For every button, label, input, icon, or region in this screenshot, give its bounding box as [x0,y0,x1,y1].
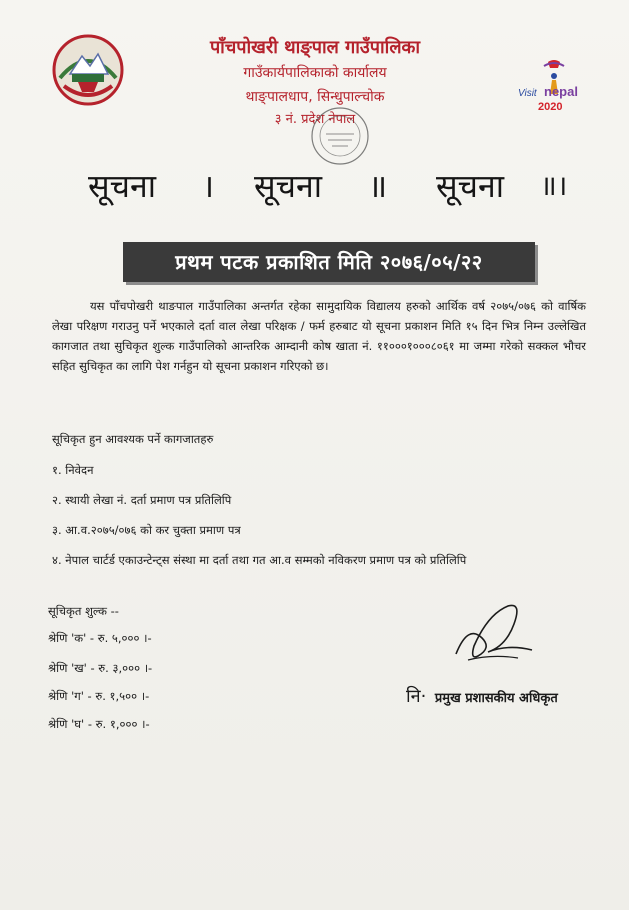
publication-date-banner: प्रथम पटक प्रकाशित मिति २०७६/०५/२२ [123,242,535,282]
notice-word-1: सूचना [88,167,157,205]
fee-item: श्रेणि 'क' - रु. ५,००० ।- [48,631,152,645]
notice-word-2: सूचना [254,167,323,205]
fee-item: श्रेणि 'ग' - रु. १,५०० ।- [48,689,150,703]
requirements-title: सूचिकृत हुन आवश्यक पर्ने कागजातहरु [52,432,214,446]
fees-title: सूचिकृत शुल्क -- [48,604,119,618]
notice-heading-row [0,166,629,210]
office-stamp-seal [308,104,372,168]
requirement-item: ४. नेपाल चार्टर्ड एकाउन्टेन्ट्स संस्था मा दर्ता तथा गत आ.व सम्मको नविकरण प्रमाण पत्र को प्रतिलिपि [52,553,467,567]
fee-item: श्रेणि 'ख' - रु. ३,००० ।- [48,661,153,675]
svg-text:nepal: nepal [544,84,578,99]
svg-text:2020: 2020 [538,101,563,113]
requirement-item: २. स्थायी लेखा नं. दर्ता प्रमाण पत्र प्रतिलिपि [52,493,232,507]
notice-body-paragraph: यस पाँचपोखरी थाङपाल गाउँपालिका अन्तर्गत रहेका सामुदायिक विद्यालय हरुको आर्थिक वर्ष २०७५/०७६ को वार्षिक लेखा परिक्षण गराउनु पर्ने भएकाले दर्ता वाल लेखा परिक्षक / फर्म हरुबाट यो सूचना प्रकाशन मिति १५ दिन भित्र निम्न उल्लेखित कागजात तथा सुचिकृत शुल्क गाउँपालिको आन्तरिक आम्दानी कोष खाता नं. ११०००१०००८०६१ मा जम्मा गरेको सक्कल भौचर सहित सुचिकृत का लागि पेश गर्नहुन यो सूचना प्रकाशन गरिएको छ। [52,299,586,373]
office-address: थाङ्पालधाप, सिन्धुपाल्चोक [245,89,385,105]
officer-signature [448,594,540,674]
notice-mark-2: ॥ [368,167,388,205]
province-line: ३ नं. प्रदेश नेपाल [274,112,356,127]
notice-word-3: सूचना [436,167,505,205]
nepal-emblem-logo [52,34,124,106]
notice-mark-1: । [202,167,215,205]
officer-prefix: नि· [406,686,427,707]
requirement-item: ३. आ.व.२०७५/०७६ को कर चुक्ता प्रमाण पत्र [52,523,241,537]
office-name: गाउँकार्यपालिकाको कार्यालय [243,65,387,81]
fee-item: श्रेणि 'घ' - रु. १,००० ।- [48,717,150,731]
notice-mark-3: ॥। [540,169,568,202]
municipality-name: पाँचपोखरी थाङ्पाल गाउँपालिका [209,37,421,58]
svg-text:Visit: Visit [518,88,537,99]
officer-designation [406,684,558,708]
visit-nepal-2020-logo [514,58,592,118]
requirement-item: १. निवेदन [52,463,94,477]
officer-title: प्रमुख प्रशासकीय अधिकृत [434,691,558,706]
